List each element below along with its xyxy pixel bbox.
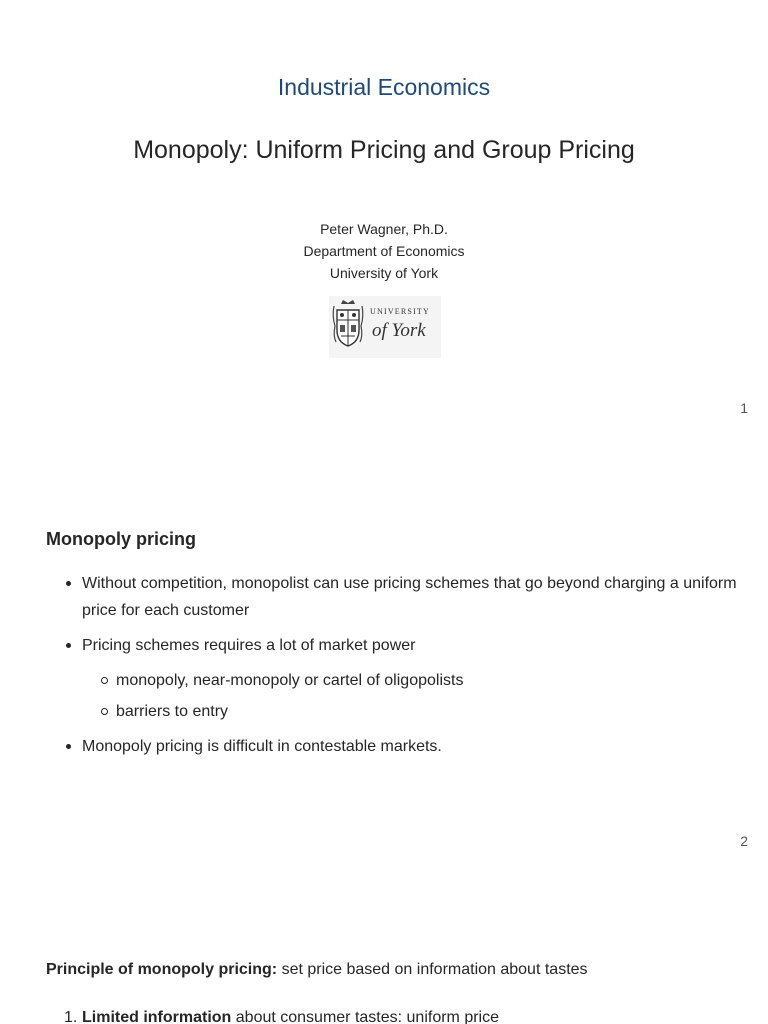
item-bold: Limited information bbox=[82, 1009, 232, 1024]
list-item bbox=[82, 733, 762, 760]
university-of-york-logo bbox=[329, 296, 441, 358]
university: University of York bbox=[329, 265, 439, 281]
bullet-text: Monopoly pricing is difficult in contestable markets. bbox=[82, 738, 442, 755]
sub-list-item: barriers to entry bbox=[116, 698, 762, 725]
department: Department of Economics bbox=[303, 243, 465, 259]
logo-line1: UNIVERSITY bbox=[370, 307, 430, 316]
sub-list-item: monopoly, near-monopoly or cartel of oligopolists bbox=[116, 667, 762, 694]
numbered-list bbox=[46, 1006, 499, 1024]
list-item bbox=[64, 1006, 500, 1024]
principle-text: set price based on information about tastes bbox=[277, 961, 588, 978]
principle-label: Principle of monopoly pricing: bbox=[46, 961, 278, 978]
section-heading: Monopoly pricing bbox=[46, 529, 196, 549]
logo-line2: of York bbox=[372, 320, 426, 341]
author-block bbox=[0, 218, 768, 284]
item-number: 1. bbox=[64, 1009, 78, 1024]
page-number: 1 bbox=[740, 400, 748, 416]
crest-icon bbox=[329, 296, 441, 358]
bullet-text: Pricing schemes requires a lot of market power bbox=[82, 637, 416, 654]
bullet-text: Without competition, monopolist can use pricing schemes that go beyond charging a uniform price for each customer bbox=[82, 575, 737, 619]
deck-title: Monopoly: Uniform Pricing and Group Pricing bbox=[133, 136, 635, 164]
author-name: Peter Wagner, Ph.D. bbox=[320, 221, 448, 237]
course-title: Industrial Economics bbox=[277, 74, 491, 100]
list-item bbox=[82, 570, 762, 624]
sub-bullet-list bbox=[82, 667, 762, 725]
list-item bbox=[82, 632, 762, 725]
page-number: 2 bbox=[740, 833, 748, 849]
principle-line bbox=[46, 961, 588, 979]
item-text: about consumer tastes: uniform price bbox=[231, 1009, 500, 1024]
bullet-list bbox=[46, 570, 762, 768]
